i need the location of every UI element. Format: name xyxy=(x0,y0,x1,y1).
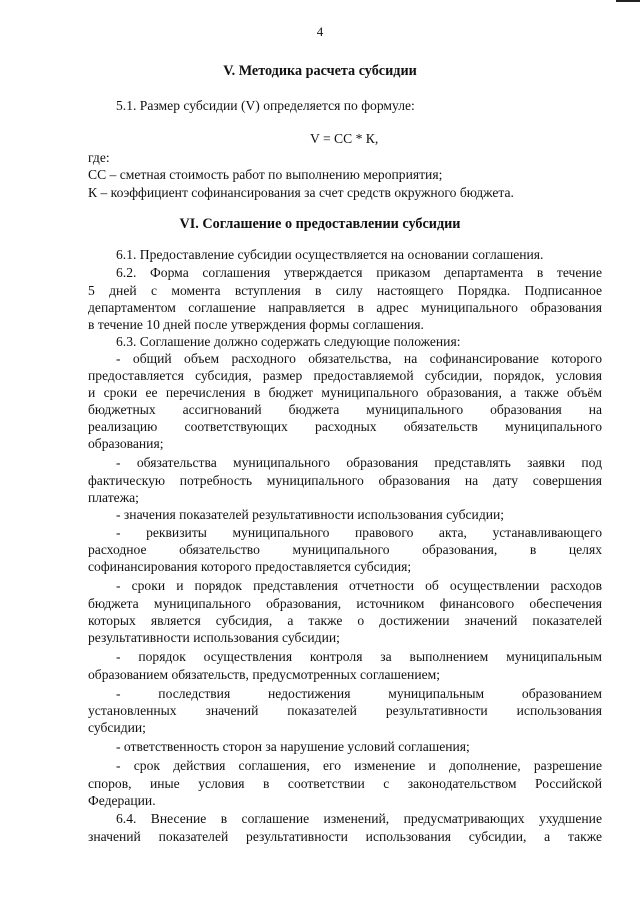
text-line: - срок действия соглашения, его изменение и дополнение, разрешение xyxy=(116,758,602,773)
where-label: где: xyxy=(88,150,110,165)
text-line: расходное обязательство муниципального образования, в целях xyxy=(88,542,602,557)
text-line: субсидии; xyxy=(88,720,146,735)
text-line: образованием обязательств, предусмотренных соглашением; xyxy=(88,667,441,682)
text-line: значений показателей результативности использования субсидии, а также xyxy=(88,829,602,844)
text-line: - обязательства муниципального образования представлять заявки под xyxy=(116,455,602,470)
text-line: софинансирования которого предоставляется субсидия; xyxy=(88,559,412,574)
text-line: установленных значений показателей результативности использования xyxy=(88,703,602,718)
text-line: платежа; xyxy=(88,490,139,505)
text-line: и сроки ее перечисления в бюджет муниципального образования, а также объём xyxy=(88,385,602,400)
section-6-title: VI. Соглашение о предоставлении субсидии xyxy=(179,216,461,232)
text-line: результативности использования субсидии; xyxy=(88,630,340,645)
text-line: которых является субсидия, а также о достижении значений показателей xyxy=(88,613,602,628)
text-line: 6.4. Внесение в соглашение изменений, предусматривающих ухудшение xyxy=(116,811,602,826)
text-line: образования; xyxy=(88,436,164,451)
formula: V = СС * К, xyxy=(310,131,379,146)
paragraph-5-1: 5.1. Размер субсидии (V) определяется по формуле: xyxy=(116,98,415,113)
text-line: в течение 10 дней после утверждения формы соглашения. xyxy=(88,317,424,332)
text-line: 6.3. Соглашение должно содержать следующие положения: xyxy=(116,334,461,349)
text-line: Федерации. xyxy=(88,793,156,808)
corner-mark xyxy=(616,0,640,2)
text-line: бюджета муниципального образования, источником финансового обеспечения xyxy=(88,596,602,611)
text-line: - последствия недостижения муниципальным образованием xyxy=(116,686,602,701)
text-line: - значения показателей результативности использования субсидии; xyxy=(116,507,505,522)
text-line: 6.2. Форма соглашения утверждается приказом департамента в течение xyxy=(116,265,602,280)
text-line: бюджетных ассигнований бюджета муниципального образования на xyxy=(88,402,602,417)
text-line: реализацию соответствующих расходных обязательств муниципального xyxy=(88,419,602,434)
text-line: - порядок осуществления контроля за выполнением муниципальным xyxy=(116,649,602,664)
text-line: 6.1. Предоставление субсидии осуществляется на основании соглашения. xyxy=(116,247,544,262)
text-line: департаментом соглашение направляется в адрес муниципального образования xyxy=(88,300,602,315)
page-number: 4 xyxy=(316,24,324,39)
section-5-title: V. Методика расчета субсидии xyxy=(223,63,417,79)
text-line: - общий объем расходного обязательства, на софинансирование которого xyxy=(116,351,602,366)
text-line: споров, иные условия в соответствии с законодательством Российской xyxy=(88,776,602,791)
text-line: фактическую потребность муниципального образования на дату совершения xyxy=(88,473,602,488)
text-line: - реквизиты муниципального правового акта, устанавливающего xyxy=(116,525,602,540)
text-line: - сроки и порядок представления отчетности об осуществлении расходов xyxy=(116,578,602,593)
text-line: - ответственность сторон за нарушение условий соглашения; xyxy=(116,739,470,754)
text-line: 5 дней с момента вступления в силу настоящего Порядка. Подписанное xyxy=(88,283,602,298)
text-line: предоставляется субсидия, размер предоставляемой субсидии, порядок, условия xyxy=(88,368,602,383)
definition-cc: СС – сметная стоимость работ по выполнению мероприятия; xyxy=(88,167,443,182)
definition-k: К – коэффициент софинансирования за счет средств окружного бюджета. xyxy=(88,185,514,200)
